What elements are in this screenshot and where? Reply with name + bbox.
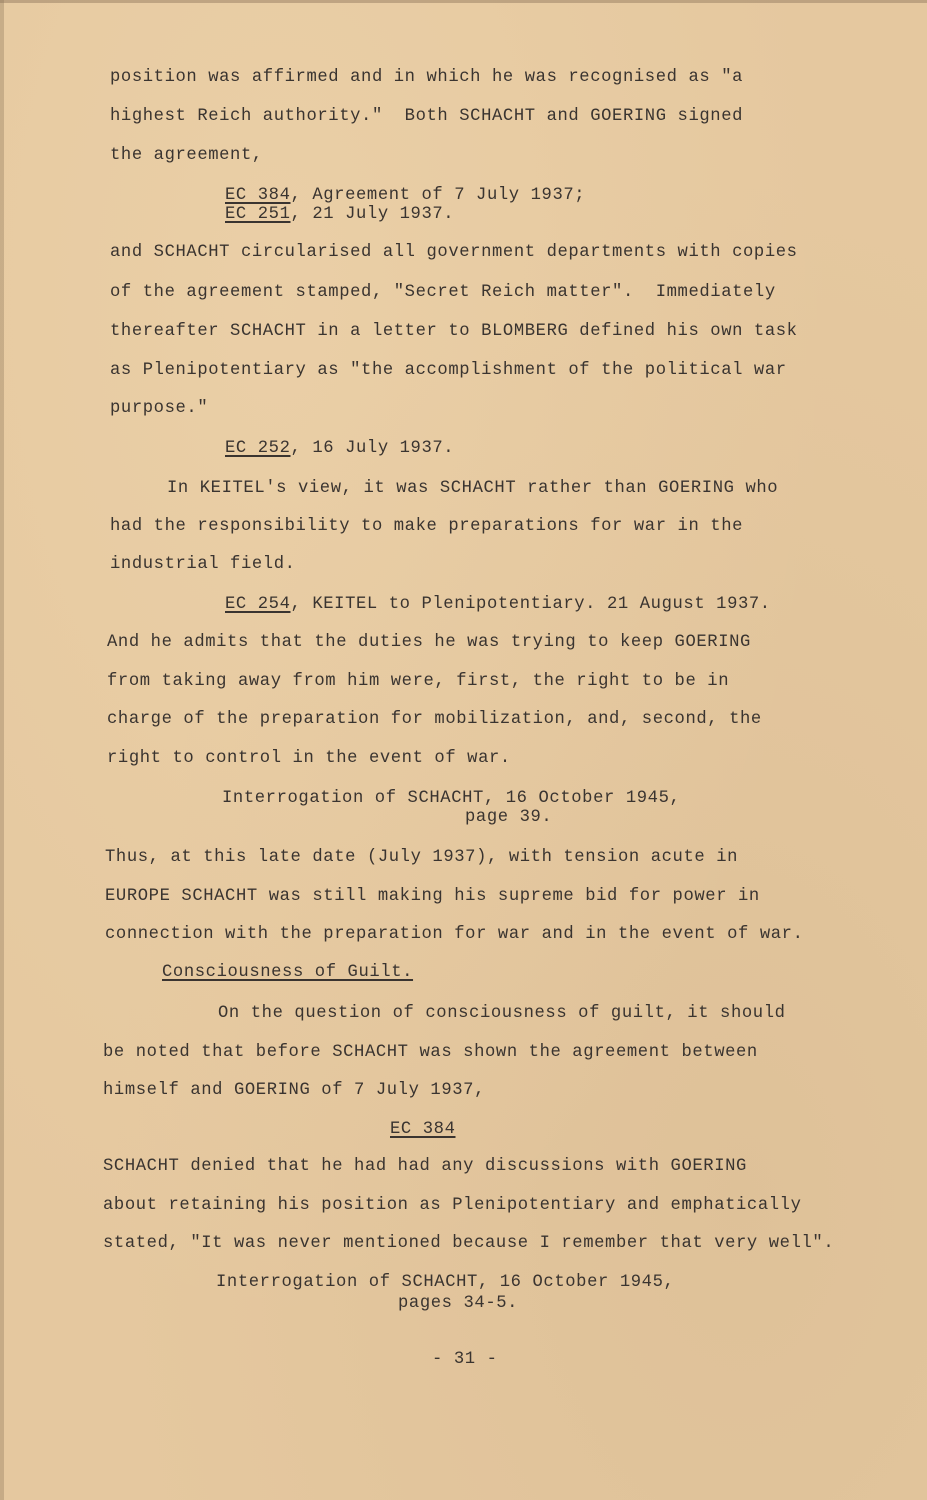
text-line: and SCHACHT circularised all government departments with copies (110, 243, 798, 262)
text-line: EUROPE SCHACHT was still making his supreme bid for power in (105, 887, 760, 906)
text-line: thereafter SCHACHT in a letter to BLOMBERG defined his own task (110, 322, 798, 341)
page-left-edge (0, 0, 4, 1500)
page-top-edge (0, 0, 927, 3)
text-line: the agreement, (110, 146, 263, 165)
text-line: On the question of consciousness of guilt, it should (218, 1004, 786, 1023)
text-line: And he admits that the duties he was trying to keep GOERING (107, 633, 751, 652)
citation-ref: EC 251 (225, 205, 291, 224)
citation-ec252 (225, 439, 454, 459)
citation-ec384 (225, 186, 585, 206)
citation-text: , KEITEL to Plenipotentiary. 21 August 1937. (290, 595, 771, 614)
text-line: himself and GOERING of 7 July 1937, (103, 1081, 485, 1100)
citation-ref: EC 384 (225, 186, 291, 205)
citation-interrogation-line1: Interrogation of SCHACHT, 16 October 1945, (216, 1273, 675, 1292)
text-line: industrial field. (110, 555, 296, 574)
text-line: right to control in the event of war. (107, 749, 511, 768)
citation-interrogation-line2: pages 34-5. (398, 1294, 519, 1313)
citation-text: , 16 July 1937. (290, 439, 455, 458)
text-line: had the responsibility to make preparations for war in the (110, 517, 744, 536)
text-line: In KEITEL's view, it was SCHACHT rather than GOERING who (167, 479, 779, 498)
text-line: about retaining his position as Plenipotentiary and emphatically (103, 1196, 802, 1215)
citation-ec254 (225, 595, 771, 615)
text-line: position was affirmed and in which he was recognised as "a (110, 68, 744, 87)
citation-ec251 (225, 205, 454, 225)
text-line: charge of the preparation for mobilization, and, second, the (107, 710, 762, 729)
text-line: purpose." (110, 399, 209, 418)
citation-interrogation-line2: page 39. (465, 808, 553, 827)
text-line: connection with the preparation for war and in the event of war. (105, 925, 804, 944)
citation-text: , 21 July 1937. (290, 205, 455, 224)
text-line: SCHACHT denied that he had had any discussions with GOERING (103, 1157, 747, 1176)
text-line: be noted that before SCHACHT was shown the agreement between (103, 1043, 758, 1062)
citation-interrogation-line1: Interrogation of SCHACHT, 16 October 1945, (222, 789, 681, 808)
citation-ref: EC 252 (225, 439, 291, 458)
section-heading: Consciousness of Guilt. (162, 963, 414, 982)
text-line: Thus, at this late date (July 1937), with tension acute in (105, 848, 739, 867)
page-number: - 31 - (432, 1350, 498, 1369)
citation-ec384-ref: EC 384 (390, 1120, 456, 1139)
citation-ref: EC 254 (225, 595, 291, 614)
text-line: from taking away from him were, first, the right to be in (107, 672, 730, 691)
text-line: of the agreement stamped, "Secret Reich matter". Immediately (110, 283, 776, 302)
citation-text: , Agreement of 7 July 1937; (290, 186, 586, 205)
text-line: as Plenipotentiary as "the accomplishment of the political war (110, 361, 787, 380)
text-line: highest Reich authority." Both SCHACHT and GOERING signed (110, 107, 744, 126)
text-line: stated, "It was never mentioned because I remember that very well". (103, 1234, 835, 1253)
